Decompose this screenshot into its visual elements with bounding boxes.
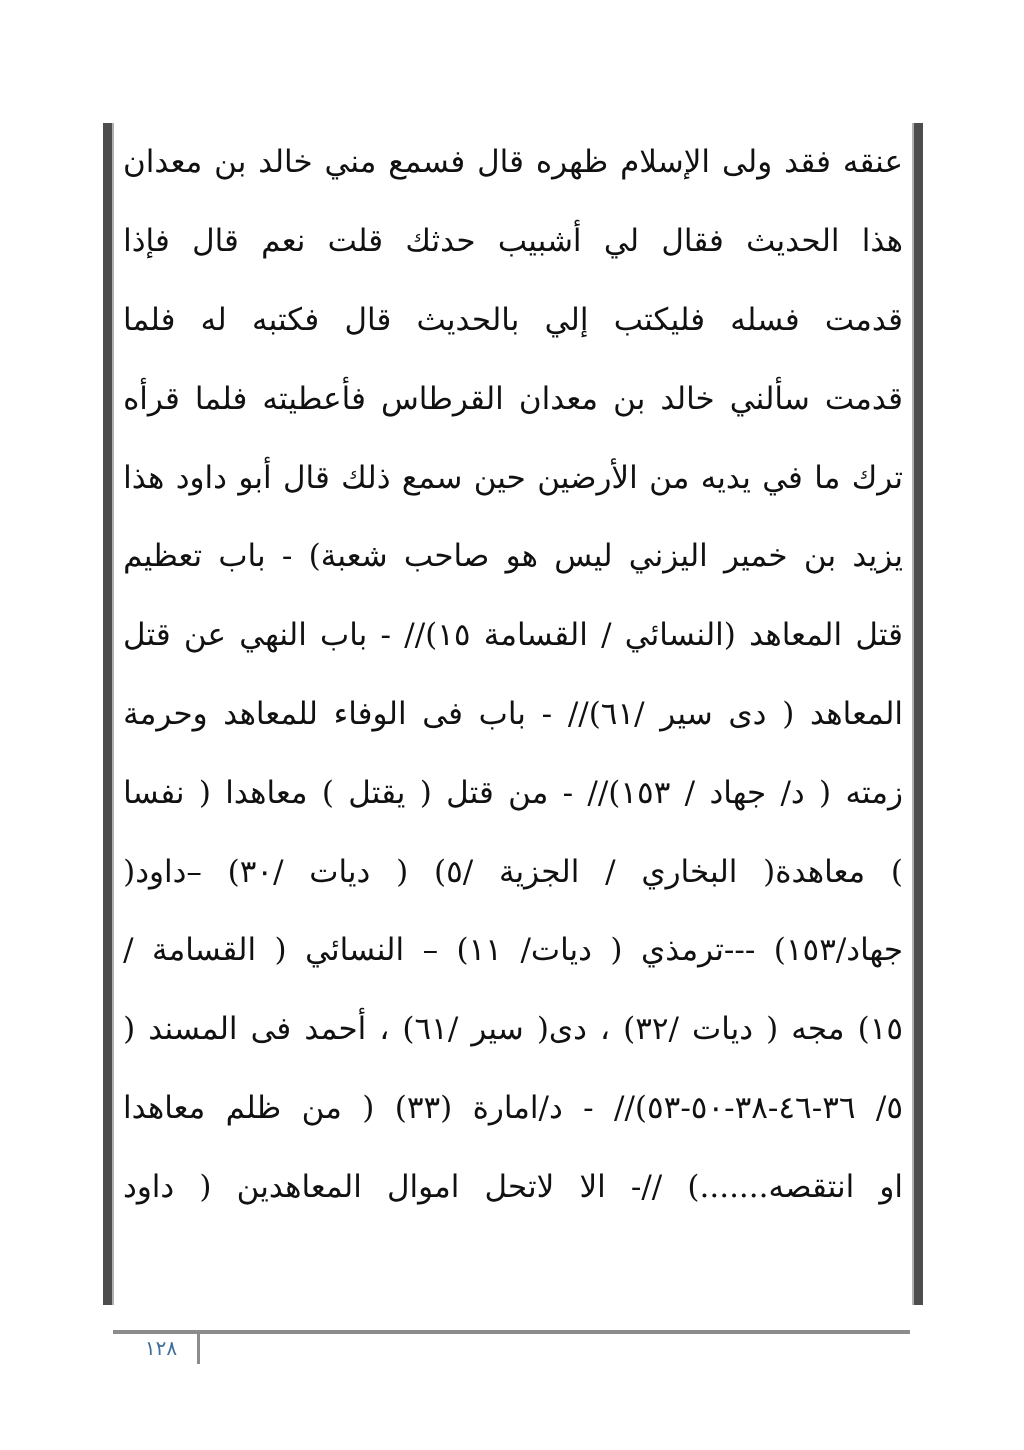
word: عنقه <box>842 144 903 181</box>
word: وحرمة <box>123 695 208 732</box>
text-line <box>123 517 903 596</box>
word: حدثك <box>405 223 476 260</box>
word: فليكتب <box>613 301 706 338</box>
word: هذا <box>123 459 165 496</box>
word: الإسلام <box>620 144 711 181</box>
word: شعبة) <box>308 538 388 575</box>
footer-divider <box>197 1334 200 1364</box>
word: داود <box>175 459 227 496</box>
frame-border-left <box>103 123 114 1305</box>
word: معاهدا <box>225 774 308 811</box>
word: باب <box>320 617 368 654</box>
word: زمته <box>845 774 903 811</box>
word: صاحب <box>403 538 490 575</box>
word: فكتبه <box>251 301 320 338</box>
word: حين <box>473 459 526 496</box>
word: ---ترمذي <box>641 932 756 969</box>
word: الحديث <box>746 223 840 260</box>
word: البخاري <box>641 853 738 890</box>
word: في <box>762 459 803 496</box>
word: ( <box>766 1011 779 1048</box>
word: باب <box>218 538 266 575</box>
word: فلما <box>194 380 248 417</box>
word: للمعاهد <box>223 695 318 732</box>
word: قدمت <box>824 380 903 417</box>
word: فإذا <box>123 223 170 260</box>
word: ( <box>198 774 211 811</box>
word: - <box>281 538 293 575</box>
word: أبو <box>238 459 272 496</box>
text-lines <box>123 123 903 1226</box>
word: يزيد <box>852 538 903 575</box>
word: دى <box>728 695 767 732</box>
word: عن <box>183 617 227 654</box>
word: خالد <box>258 144 313 181</box>
word: تعظيم <box>123 538 203 575</box>
word: //- <box>630 1168 663 1205</box>
word: فقال <box>661 223 724 260</box>
word: القسامة <box>152 932 257 969</box>
word: فسمع <box>388 144 466 181</box>
word: فسله <box>730 301 800 338</box>
word: ظهره <box>535 144 609 181</box>
word: لاتحل <box>484 1168 555 1205</box>
word: ) <box>321 774 334 811</box>
word: سير <box>471 1011 524 1048</box>
word: - <box>583 1089 594 1126</box>
word: ( <box>123 1011 136 1048</box>
word: /٣٠) <box>227 853 284 890</box>
word: او <box>879 1168 903 1205</box>
word: قال <box>282 459 330 496</box>
word: خمير <box>724 538 788 575</box>
word: - <box>541 695 553 732</box>
word: قال <box>192 223 239 260</box>
word: /٥) <box>433 853 474 890</box>
word: دى( <box>536 1011 587 1048</box>
text-line <box>123 123 903 202</box>
word: القسامة <box>483 617 588 654</box>
word: ( <box>419 774 432 811</box>
word: ( <box>362 1089 375 1126</box>
word: الوفاء <box>333 695 407 732</box>
word: / <box>601 617 612 654</box>
text-line <box>123 990 903 1069</box>
word: ليس <box>554 538 613 575</box>
word: قتل <box>855 617 903 654</box>
word: القرطاس <box>380 380 504 417</box>
word: قدمت <box>824 301 903 338</box>
word: ولى <box>721 144 773 181</box>
word: معدان <box>123 144 203 181</box>
word: ) <box>890 853 903 890</box>
word: المعاهد <box>749 617 843 654</box>
word: معدان <box>518 380 599 417</box>
word: يقتل <box>348 774 406 811</box>
word: ، <box>379 1011 390 1048</box>
word: النهي <box>239 617 307 654</box>
word: ٥/ <box>875 1089 903 1126</box>
word: فى <box>250 1011 292 1048</box>
word: ( <box>819 774 832 811</box>
footer-rule <box>113 1330 910 1334</box>
word: ديات <box>692 1011 754 1048</box>
word: النسائي <box>305 932 405 969</box>
word: مجه <box>791 1011 845 1048</box>
word: هذا <box>861 223 903 260</box>
text-line <box>123 202 903 281</box>
word: - <box>562 774 574 811</box>
word: المعاهد <box>810 695 903 732</box>
word: من <box>508 774 549 811</box>
word: له <box>200 301 227 338</box>
word: المعاهدين <box>236 1168 362 1205</box>
word: /٦١)// <box>567 695 645 732</box>
word: انتقصه.......) <box>687 1168 855 1205</box>
word: ( <box>396 853 409 890</box>
word: سمع <box>401 459 463 496</box>
word: نعم <box>261 223 306 260</box>
word: بن <box>613 380 646 417</box>
word: معاهدا <box>123 1089 206 1126</box>
word: الا <box>579 1168 606 1205</box>
word: جهاد <box>709 774 767 811</box>
text-frame <box>103 123 923 1305</box>
word: خالد <box>660 380 715 417</box>
word: نفسا <box>123 774 185 811</box>
word: قلت <box>327 223 384 260</box>
word: أشبيب <box>497 223 582 260</box>
word: قال <box>344 301 392 338</box>
text-line <box>123 1147 903 1226</box>
word: فقد <box>784 144 831 181</box>
text-line <box>123 675 903 754</box>
word: مني <box>324 144 377 181</box>
word: إلي <box>544 301 589 338</box>
text-line <box>123 911 903 990</box>
word: (النسائي <box>624 617 736 654</box>
word: ظلم <box>225 1089 282 1126</box>
word: (٣٣) <box>394 1089 453 1126</box>
word: ديات/ <box>520 932 592 969</box>
word: ترك <box>851 459 903 496</box>
frame-border-right <box>912 123 923 1305</box>
word: ١١) <box>456 932 502 969</box>
text-line <box>123 753 903 832</box>
word: المسند <box>148 1011 238 1048</box>
word: سألني <box>729 380 810 417</box>
word: ، <box>600 1011 611 1048</box>
word: داود <box>123 1168 175 1205</box>
text-line <box>123 832 903 911</box>
word: قتل <box>123 617 171 654</box>
word: ١٥)// <box>404 617 471 654</box>
word: معاهدة( <box>763 853 866 890</box>
word: ذلك <box>341 459 391 496</box>
word: باب <box>478 695 526 732</box>
word: هو <box>505 538 538 575</box>
word: اليزني <box>628 538 708 575</box>
word: فى <box>422 695 463 732</box>
word: /٣٢) <box>623 1011 679 1048</box>
word: جهاد/١٥٣) <box>773 932 903 969</box>
word: / <box>684 774 696 811</box>
text-line <box>123 359 903 438</box>
word: سير <box>660 695 713 732</box>
word: ٣٦-٤٦-٣٨-٥٠-٥٣)// <box>614 1089 856 1126</box>
text-line <box>123 1069 903 1148</box>
text-line <box>123 438 903 517</box>
word: د/امارة <box>472 1089 563 1126</box>
word: بن <box>803 538 837 575</box>
word: - <box>380 617 392 654</box>
word: / <box>123 932 134 969</box>
word: قال <box>477 144 524 181</box>
text-line <box>123 596 903 675</box>
word: فلما <box>123 301 176 338</box>
word: اموال <box>387 1168 460 1205</box>
word: – <box>422 932 439 969</box>
word: بالحديث <box>416 301 520 338</box>
word: –داود( <box>123 853 202 890</box>
word: الجزية <box>498 853 580 890</box>
word: يديه <box>700 459 751 496</box>
word: ( <box>610 932 623 969</box>
word: ما <box>814 459 841 496</box>
word: ديات <box>309 853 371 890</box>
word: ( <box>782 695 795 732</box>
word: لي <box>603 223 640 260</box>
word: فأعطيته <box>262 380 366 417</box>
word: ( <box>274 932 287 969</box>
word: من <box>301 1089 342 1126</box>
word: من <box>649 459 690 496</box>
word: د/ <box>780 774 805 811</box>
word: قتل <box>446 774 494 811</box>
word: الأرضين <box>537 459 638 496</box>
word: /٦١) <box>402 1011 459 1048</box>
word: ١٥) <box>857 1011 903 1048</box>
word: ( <box>199 1168 212 1205</box>
word: بن <box>214 144 247 181</box>
word: ١٥٣)// <box>587 774 671 811</box>
word: قرأه <box>123 380 180 417</box>
word: / <box>605 853 616 890</box>
page-number: ١٢٨ <box>144 1336 178 1360</box>
text-line <box>123 281 903 360</box>
word: أحمد <box>304 1011 367 1048</box>
